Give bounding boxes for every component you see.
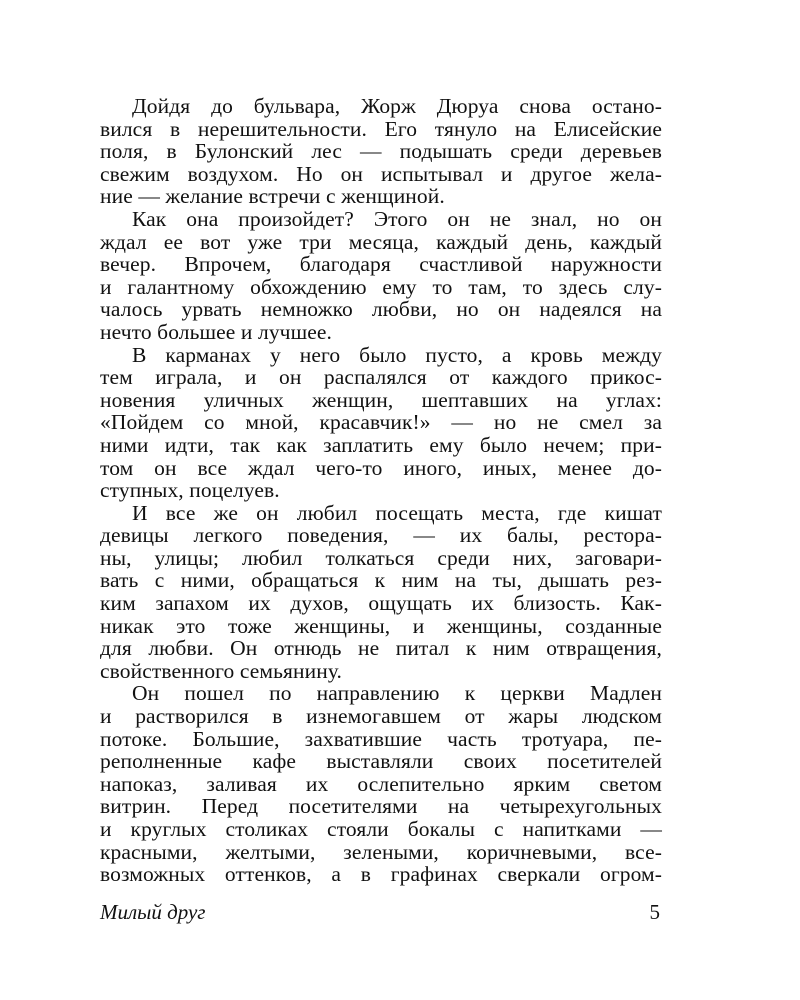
text-line: девицы легкого поведения, — их балы, рестора- [100, 523, 662, 548]
text-line: никак это тоже женщины, и женщины, созданные [100, 613, 662, 638]
body-text [100, 95, 662, 886]
text-line: витрин. Перед посетителями на четырехугольных [100, 794, 662, 819]
text-line: чалось урвать немножко любви, но он надеялся на [100, 297, 662, 322]
text-line: ними идти, так как заплатить ему было нечем; при- [100, 432, 662, 457]
text-line: поля, в Булонский лес — подышать среди деревьев [100, 139, 662, 164]
text-line: И все же он любил посещать места, где кишат [132, 500, 662, 525]
text-line: вать с ними, обращаться к ним на ты, дышать рез- [100, 568, 662, 593]
page-number: 5 [649, 900, 660, 924]
text-line: ким запахом их духов, ощущать их близость. Как- [100, 591, 662, 616]
text-line: свежим воздухом. Но он испытывал и другое жела- [100, 161, 662, 186]
text-line: ступных, поцелуев. [100, 478, 280, 503]
text-line: свойственного семьянину. [100, 658, 343, 683]
text-line: и растворился в изнемогавшем от жары людском [100, 704, 662, 729]
text-line: том он все ждал чего-то иного, иных, менее до- [100, 455, 662, 480]
text-line: потоке. Большие, захватившие часть тротуара, пе- [100, 726, 662, 751]
text-line: напоказ, заливая их ослепительно ярким светом [100, 771, 662, 796]
text-line: Дойдя до бульвара, Жорж Дюруа снова остано- [132, 94, 662, 118]
text-line: Он пошел по направлению к церкви Мадлен [132, 681, 662, 706]
text-line: ны, улицы; любил толкаться среди них, заговари- [100, 545, 662, 570]
text-line: тем играла, и он распалялся от каждого прикос- [100, 365, 662, 390]
running-footer-title: Милый друг [100, 900, 206, 924]
text-line: В карманах у него было пусто, а кровь между [132, 342, 662, 367]
text-line: Как она произойдет? Этого он не знал, но он [132, 206, 662, 231]
text-line: новения уличных женщин, шептавших на углах: [100, 387, 662, 412]
text-line: «Пойдем со мной, красавчик!» — но не смел за [100, 410, 662, 435]
text-line: и галантному обхождению ему то там, то здесь слу- [100, 274, 662, 299]
text-line: вечер. Впрочем, благодаря счастливой наружности [100, 252, 662, 277]
text-line: реполненные кафе выставляли своих посетителей [100, 749, 662, 774]
text-line: вился в нерешительности. Его тянуло на Елисейские [100, 116, 662, 141]
text-line: возможных оттенков, а в графинах сверкали огром- [100, 862, 662, 887]
text-line: и круглых столиках стояли бокалы с напитками — [100, 817, 662, 841]
text-line: для любви. Он отнюдь не питал к ним отвращения, [100, 636, 662, 661]
text-line: красными, желтыми, зелеными, коричневыми, все- [100, 839, 662, 864]
text-line: ние — желание встречи с женщиной. [100, 184, 445, 209]
text-line: нечто большее и лучшее. [100, 319, 333, 344]
text-line: ждал ее вот уже три месяца, каждый день, каждый [100, 229, 662, 254]
